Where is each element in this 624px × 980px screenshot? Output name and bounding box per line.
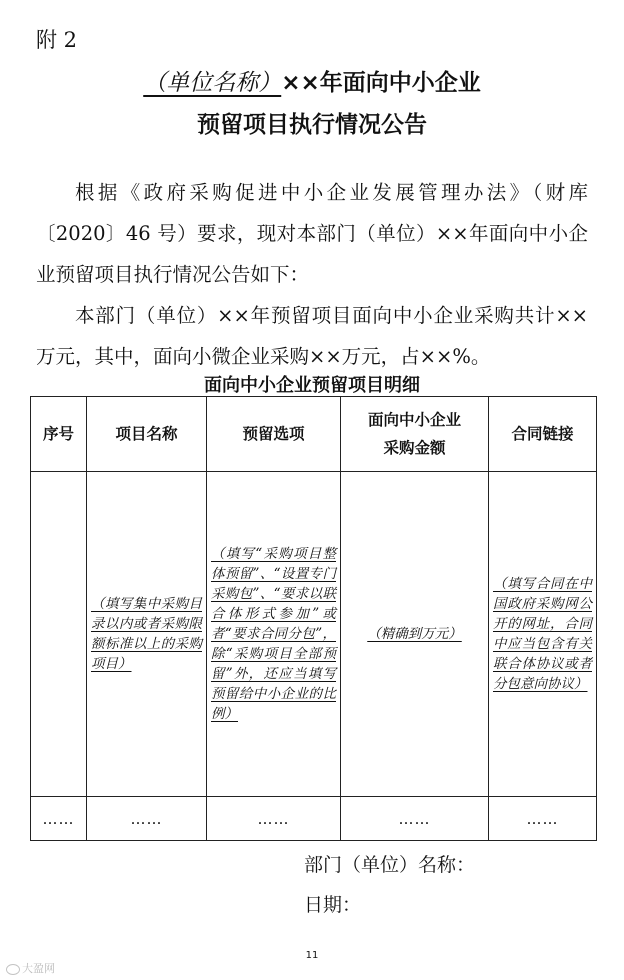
page-title — [0, 64, 624, 97]
header-contract-link: 合同链接 — [489, 397, 597, 472]
ellipsis-option: …… — [207, 797, 341, 841]
date-label: 日期： — [304, 894, 362, 916]
header-amount-line1: 面向中小企业 — [367, 411, 461, 429]
reserve-option-note: （填写“采购项目整体预留”、“设置专门采购包”、“要求以联合体形式参加”或者“要求合同分包”，除“采购项目全部预留”外，还应当填写预留给中小企业的比例） — [211, 546, 336, 722]
cell-contract-link — [489, 472, 597, 797]
page-subtitle: 预留项目执行情况公告 — [197, 112, 427, 138]
ellipsis-amount: …… — [341, 797, 489, 841]
title-text: ××年面向中小企业 — [281, 70, 481, 96]
detail-table — [30, 396, 597, 841]
intro-paragraph: 根据《政府采购促进中小企业发展管理办法》（财库〔2020〕46 号）要求，现对本部门（单位）××年面向中小企业预留项目执行情况公告如下： — [36, 181, 588, 286]
ellipsis-link: …… — [489, 797, 597, 841]
table-header-row — [31, 397, 597, 472]
cell-seq — [31, 472, 87, 797]
ellipsis-name: …… — [87, 797, 207, 841]
header-amount-line2: 采购金额 — [383, 439, 446, 457]
amount-note: （精确到万元） — [367, 626, 462, 642]
appendix-label: 附 2 — [36, 28, 78, 52]
title-unit-placeholder: （单位名称） — [143, 70, 282, 96]
project-name-note: （填写集中采购目录以内或者采购限额标准以上的采购项目） — [91, 596, 202, 672]
ellipsis-seq: …… — [31, 797, 87, 841]
watermark-text: 大盈网 — [22, 962, 55, 975]
contract-link-note: （填写合同在中国政府采购网公开的网址，合同中应当包含有关联合体协议或者分包意向协议） — [493, 576, 592, 692]
cell-reserve-option — [207, 472, 341, 797]
table-title: 面向中小企业预留项目明细 — [204, 375, 420, 396]
header-reserve-option: 预留选项 — [207, 397, 341, 472]
watermark-logo-icon — [6, 964, 20, 975]
cell-project-name — [87, 472, 207, 797]
table-row — [31, 472, 597, 797]
page-number: 11 — [305, 950, 319, 961]
summary-paragraph: 本部门（单位）××年预留项目面向中小企业采购共计××万元，其中，面向小微企业采购××万元，占××%。 — [36, 304, 588, 368]
header-seq: 序号 — [31, 397, 87, 472]
header-amount — [341, 397, 489, 472]
cell-amount — [341, 472, 489, 797]
watermark — [6, 960, 55, 976]
department-name-label: 部门（单位）名称： — [304, 854, 476, 876]
header-project-name: 项目名称 — [87, 397, 207, 472]
table-row-ellipsis — [31, 797, 597, 841]
